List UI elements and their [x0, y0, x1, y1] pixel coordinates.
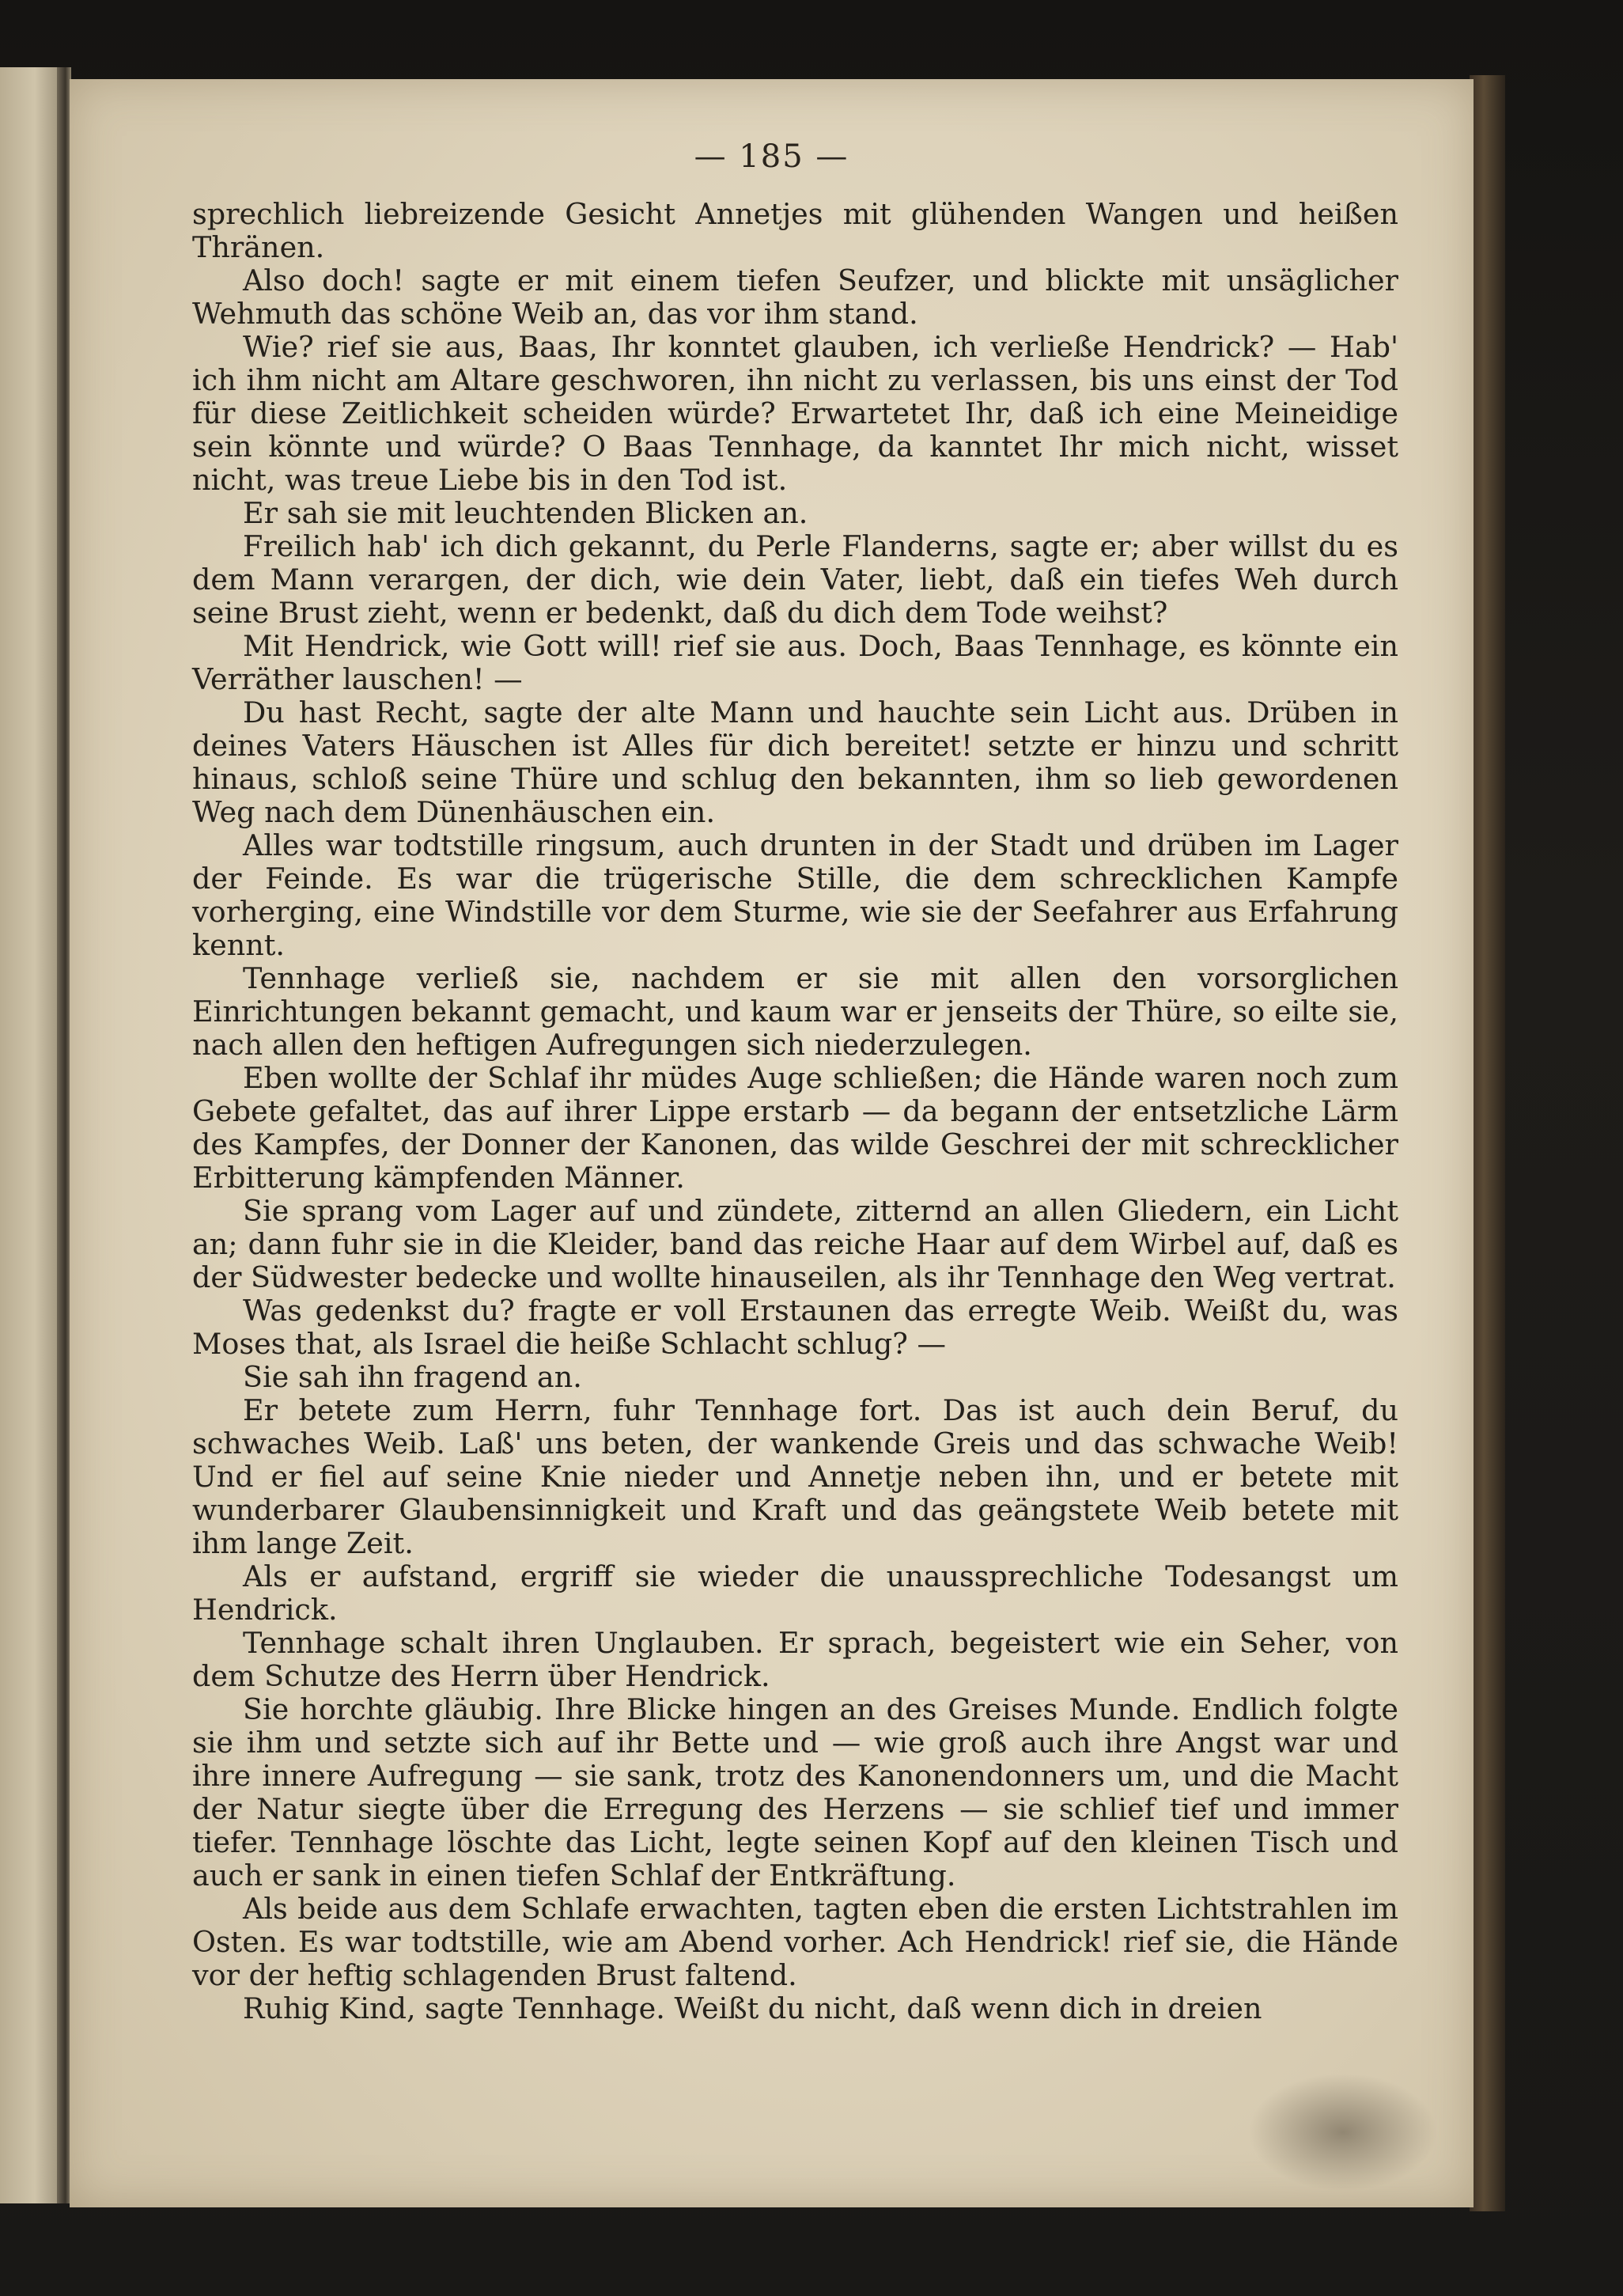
paragraph: Wie? rief sie aus, Baas, Ihr konntet glauben, ich verließe Hendrick? — Hab' ich ihm nicht am Altare geschworen, ihn nicht zu verlassen, bis uns einst der Tod für diese Zeitlichkeit scheiden würde? Erwartetet Ihr, daß ich eine Meineidige sein könnte und würde? O Baas Tennhage, da kanntet Ihr mich nicht, wisset nicht, was treue Liebe bis in den Tod ist. [192, 330, 1398, 497]
paragraph: Ruhig Kind, sagte Tennhage. Weißt du nicht, daß wenn dich in dreien [243, 1991, 1262, 2025]
page [70, 79, 1474, 2207]
paragraph: sprechlich liebreizende Gesicht Annetjes mit glühenden Wangen und heißen Thränen. [192, 197, 1398, 264]
paragraph: Also doch! sagte er mit einem tiefen Seufzer, und blickte mit unsäglicher Wehmuth das schöne Weib an, das vor ihm stand. [192, 263, 1398, 331]
paragraph: Sie sprang vom Lager auf und zündete, zitternd an allen Gliedern, ein Licht an; dann fuhr sie in die Kleider, band das reiche Haar auf dem Wirbel auf, daß es der Südwester bedecke und wollte hinauseilen, als ihr Tennhage den Weg vertrat. [192, 1194, 1398, 1294]
paragraph: Tennhage verließ sie, nachdem er sie mit allen den vorsorglichen Einrichtungen bekannt gemacht, und kaum war er jenseits der Thüre, so eilte sie, nach allen den heftigen Aufregungen sich niederzulegen. [192, 961, 1398, 1062]
book-cover-edge [1470, 75, 1505, 2211]
paragraph: Tennhage schalt ihren Unglauben. Er sprach, begeistert wie ein Seher, von dem Schutze des Herrn über Hendrick. [192, 1626, 1398, 1693]
paragraph: Sie sah ihn fragend an. [243, 1360, 582, 1394]
paragraph: Sie horchte gläubig. Ihre Blicke hingen an des Greises Munde. Endlich folgte sie ihm und setzte sich auf ihr Bette und — wie groß auch ihre Angst war und ihre innere Aufregung — sie sank, trotz des Kanonendonners um, und die Macht der Natur siegte über die Erregung des Herzens — sie schlief tief und immer tiefer. Tennhage löschte das Licht, legte seinen Kopf auf den kleinen Tisch und auch er sank in einen tiefen Schlaf der Entkräftung. [192, 1692, 1398, 1892]
paragraph: Er sah sie mit leuchtenden Blicken an. [243, 496, 808, 530]
page-number: — 185 — [694, 138, 849, 175]
left-page-edge [0, 67, 63, 2203]
paragraph: Mit Hendrick, wie Gott will! rief sie aus. Doch, Baas Tennhage, es könnte ein Verräther lauschen! — [192, 629, 1398, 696]
paragraph: Alles war todtstille ringsum, auch drunten in der Stadt und drüben im Lager der Feinde. Es war die trügerische Stille, die dem schrecklichen Kampfe vorherging, eine Windstille vor dem Sturme, wie sie der Seefahrer aus Erfahrung kennt. [192, 828, 1398, 962]
paragraph: Du hast Recht, sagte der alte Mann und hauchte sein Licht aus. Drüben in deines Vaters Häuschen ist Alles für dich bereitet! setzte er hinzu und schritt hinaus, schloß seine Thüre und schlug den bekannten, ihm so lieb gewordenen Weg nach dem Dünenhäuschen ein. [192, 695, 1398, 829]
paragraph: Als beide aus dem Schlafe erwachten, tagten eben die ersten Lichtstrahlen im Osten. Es war todtstille, wie am Abend vorher. Ach Hendrick! rief sie, die Hände vor der heftig schlagenden Brust faltend. [192, 1892, 1398, 1992]
paragraph: Was gedenkst du? fragte er voll Erstaunen das erregte Weib. Weißt du, was Moses that, als Israel die heiße Schlacht schlug? — [192, 1294, 1398, 1361]
body-text [192, 198, 1398, 2025]
paragraph: Freilich hab' ich dich gekannt, du Perle Flanderns, sagte er; aber willst du es dem Mann verargen, der dich, wie dein Vater, liebt, daß ein tiefes Weh durch seine Brust zieht, wenn er bedenkt, daß du dich dem Tode weihst? [192, 529, 1398, 630]
paragraph: Als er aufstand, ergriff sie wieder die unaussprechliche Todesangst um Hendrick. [192, 1559, 1398, 1627]
paper-stain [1248, 2073, 1438, 2192]
paragraph: Eben wollte der Schlaf ihr müdes Auge schließen; die Hände waren noch zum Gebete gefaltet, das auf ihrer Lippe erstarb — da begann der entsetzliche Lärm des Kampfes, der Donner der Kanonen, das wilde Geschrei der mit schrecklicher Erbitterung kämpfenden Männer. [192, 1061, 1398, 1195]
paragraph: Er betete zum Herrn, fuhr Tennhage fort. Das ist auch dein Beruf, du schwaches Weib. Laß' uns beten, der wankende Greis und das schwache Weib! Und er fiel auf seine Knie nieder und Annetje neben ihn, und er betete mit wunderbarer Glaubensinnigkeit und Kraft und das geängstete Weib betete mit ihm lange Zeit. [192, 1393, 1398, 1560]
